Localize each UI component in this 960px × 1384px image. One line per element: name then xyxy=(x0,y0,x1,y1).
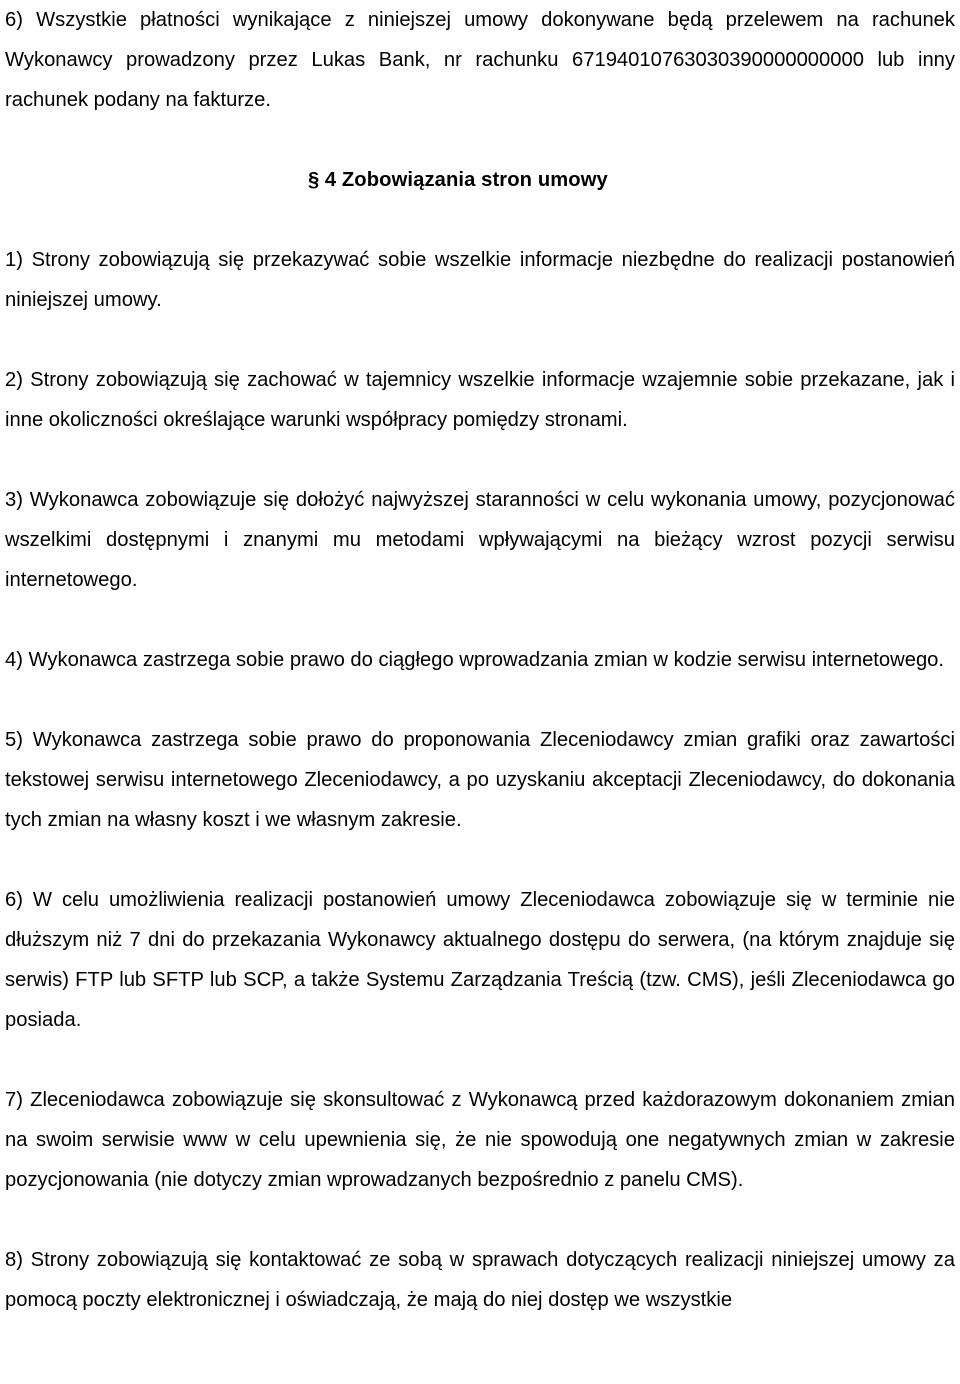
paragraph-8: 8) Strony zobowiązują się kontaktować ze sobą w sprawach dotyczących realizacji niniejszej umowy za pomocą poczty elektronicznej i oświadczają, że mają do niej dostęp we wszystkie xyxy=(5,1249,955,1311)
section-heading xyxy=(308,160,955,200)
paragraph-2: 2) Strony zobowiązują się zachować w tajemnicy wszelkie informacje wzajemnie sobie przekazane, jak i inne okoliczności określające warunki współpracy pomiędzy stronami. xyxy=(5,369,955,431)
paragraph-1: 1) Strony zobowiązują się przekazywać sobie wszelkie informacje niezbędne do realizacji postanowień niniejszej umowy. xyxy=(5,249,955,311)
section-symbol: § xyxy=(308,169,320,191)
paragraph-6: 6) W celu umożliwienia realizacji postanowień umowy Zleceniodawca zobowiązuje się w terminie nie dłuższym niż 7 dni do przekazania Wykonawcy aktualnego dostępu do serwera, (na którym znajduje się serwis) FTP lub SFTP lub SCP, a także Systemu Zarządzania Treścią (tzw. CMS), jeśli Zleceniodawca go posiada. xyxy=(5,889,955,1031)
paragraph-payments: 6) Wszystkie płatności wynikające z niniejszej umowy dokonywane będą przelewem na rachunek Wykonawcy prowadzony przez Lukas Bank, nr rachunku 67194010763030390000000000 lub inny rachunek podany na fakturze. xyxy=(5,9,955,111)
paragraph-7: 7) Zleceniodawca zobowiązuje się skonsultować z Wykonawcą przed każdorazowym dokonaniem zmian na swoim serwisie www w celu upewnienia się, że nie spowodują one negatywnych zmian w zakresie pozycjonowania (nie dotyczy zmian wprowadzanych bezpośrednio z panelu CMS). xyxy=(5,1089,955,1191)
paragraph-4: 4) Wykonawca zastrzega sobie prawo do ciągłego wprowadzania zmian w kodzie serwisu internetowego. xyxy=(5,649,945,671)
section-title: 4 Zobowiązania stron umowy xyxy=(324,169,608,191)
paragraph-3: 3) Wykonawca zobowiązuje się dołożyć najwyższej staranności w celu wykonania umowy, pozycjonować wszelkimi dostępnymi i znanymi mu metodami wpływającymi na bieżący wzrost pozycji serwisu internetowego. xyxy=(5,489,955,591)
paragraph-5: 5) Wykonawca zastrzega sobie prawo do proponowania Zleceniodawcy zmian grafiki oraz zawartości tekstowej serwisu internetowego Zleceniodawcy, a po uzyskaniu akceptacji Zleceniodawcy, do dokonania tych zmian na własny koszt i we własnym zakresie. xyxy=(5,729,955,831)
